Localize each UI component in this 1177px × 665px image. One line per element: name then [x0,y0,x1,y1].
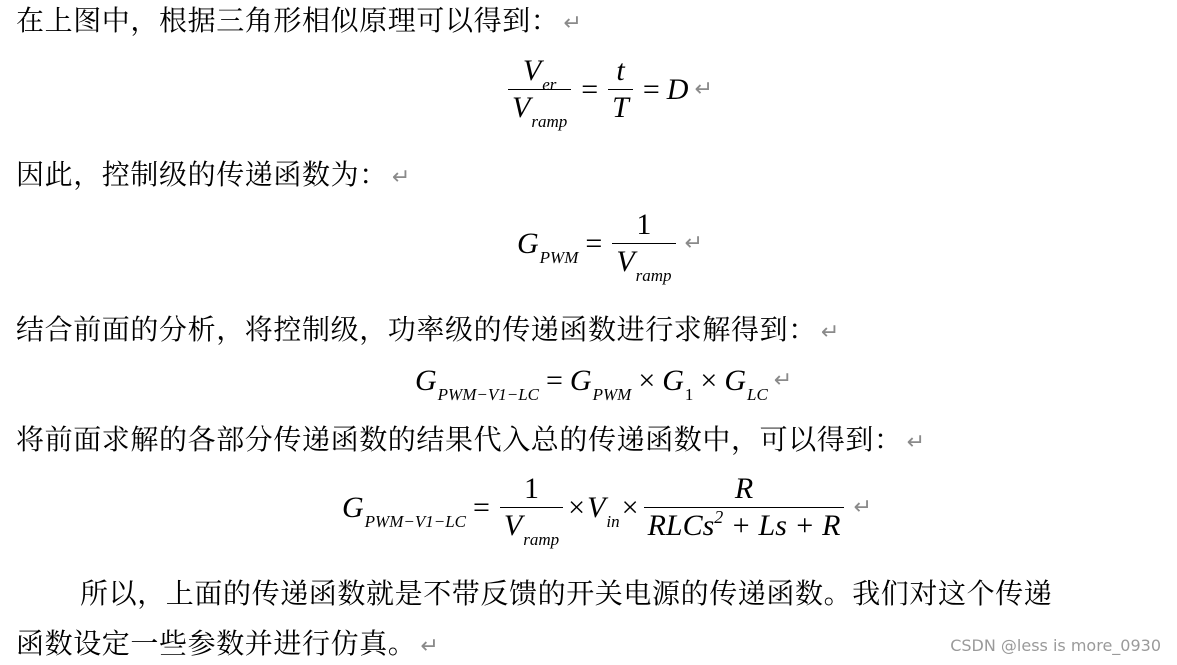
fraction-1-over-vramp [500,472,563,549]
var-G: G [662,364,684,397]
var-v: V [503,509,523,542]
paragraph-1-text: 在上图中，根据三角形相似原理可以得到： [16,4,560,37]
return-mark-icon: ↵ [563,11,583,36]
var-G: G [517,226,539,260]
paragraph-2-text: 因此，控制级的传递函数为： [16,158,388,191]
paragraph-4 [16,423,926,460]
var-t: t [616,54,625,87]
sub-ramp: ramp [635,266,672,285]
var-G: G [342,490,364,524]
times-sign: × [621,490,639,524]
equals-sign: = [546,364,563,397]
fraction-r-over-polynomial [644,474,845,541]
paragraph-5-text-b: 函数设定一些参数并进行仿真。 [16,627,417,660]
exponent-2: 2 [714,507,724,527]
equals-sign: = [585,226,603,260]
paragraph-2 [16,158,411,195]
sub-ramp: ramp [531,112,568,131]
return-mark-icon: ↵ [906,430,926,455]
equation-full-transfer-function [342,472,872,549]
sub-pwm-v1-lc: PWM−V1−LC [437,385,539,404]
fraction-ver-vramp [508,54,571,131]
equals-sign: = [473,490,490,524]
paragraph-5-line-2 [16,627,439,664]
sub-pwm-v1-lc: PWM−V1−LC [364,511,466,531]
return-mark-icon: ↵ [420,634,440,659]
sub-ramp: ramp [523,530,560,549]
var-G: G [569,364,592,397]
var-v: V [522,54,542,87]
var-v: V [616,245,635,278]
return-mark-icon: ↵ [694,76,713,102]
numerator-1: 1 [636,208,652,241]
times-sign: × [638,364,656,397]
term-ls-plus-r: + Ls + R [723,509,841,542]
var-G: G [415,364,437,397]
times-sign: × [700,364,718,397]
var-v: V [512,91,531,124]
sub-1: 1 [684,385,694,404]
sub-pwm: PWM [592,385,632,404]
equals-sign: = [581,72,599,106]
numerator-R: R [734,472,754,505]
var-v: V [587,490,606,524]
paragraph-3 [16,313,840,350]
fraction-t-over-T [608,56,633,123]
term-rlcs: RLCs [647,509,715,542]
return-mark-icon: ↵ [391,165,411,190]
return-mark-icon: ↵ [773,368,793,393]
paragraph-3-text: 结合前面的分析，将控制级，功率级的传递函数进行求解得到： [16,313,817,346]
fraction-1-over-vramp [612,208,675,285]
csdn-watermark: CSDN @less is more_0930 [950,636,1161,655]
paragraph-5-line-1 [80,577,1052,611]
sub-in: in [606,511,620,531]
var-T: T [608,89,633,123]
sub-pwm: PWM [539,247,579,267]
return-mark-icon: ↵ [820,320,840,345]
equation-duty-cycle [505,54,713,131]
numerator-1: 1 [524,472,540,505]
return-mark-icon: ↵ [684,230,703,256]
paragraph-5-text-a: 所以，上面的传递函数就是不带反馈的开关电源的传递函数。我们对这个传递 [80,577,1053,610]
sub-lc: LC [747,385,768,404]
equals-sign: = [642,72,660,106]
var-G: G [724,364,746,397]
sub-er: er [542,75,557,94]
times-sign: × [568,490,586,524]
var-D: D [666,72,689,106]
equation-gpwm [517,208,703,285]
paragraph-4-text: 将前面求解的各部分传递函数的结果代入总的传递函数中，可以得到： [16,423,903,456]
return-mark-icon: ↵ [853,494,872,520]
equation-product [415,364,793,404]
paragraph-1 [16,4,582,41]
